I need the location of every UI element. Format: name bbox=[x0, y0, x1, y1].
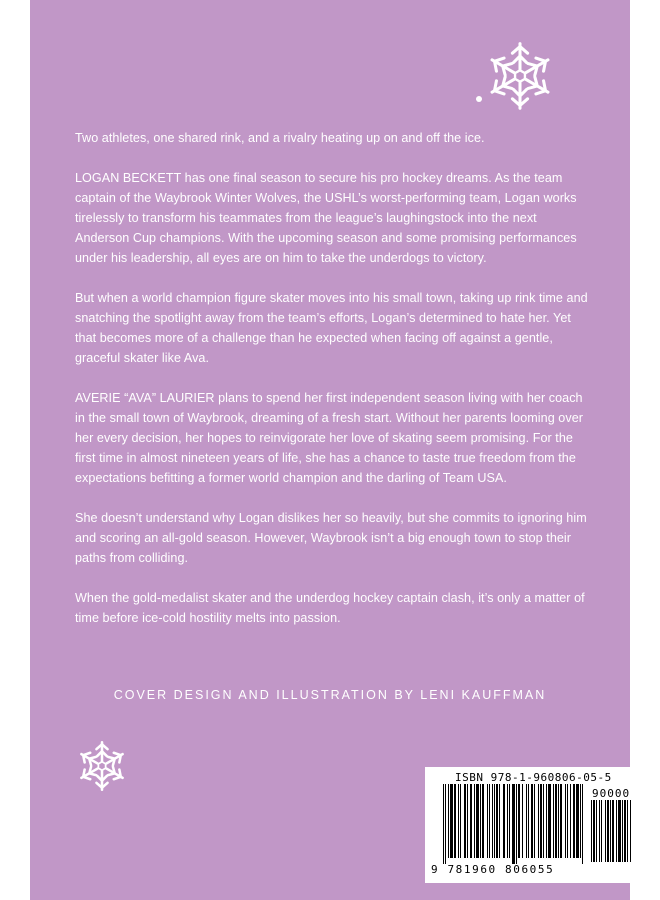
isbn-number: ISBN 978-1-960806-05-5 bbox=[455, 771, 612, 784]
conflict-paragraph: But when a world champion figure skater moves into his small town, taking up rink time and snatching the spotlight away from the team’s efforts, Logan’s determined to hate her. Yet that becomes more of a challenge than he expected when facing off against a gentle, graceful skater like Ava. bbox=[75, 291, 588, 365]
logan-paragraph: LOGAN BECKETT has one final season to secure his pro hockey dreams. As the team captain of the Waybrook Winter Wolves, the USHL’s worst-performing team, Logan works tirelessly to transform his teammates from the league’s laughingstock into the next Anderson Cup champions. With the upcoming season and some promising performances under his leadership, all eyes are on him to take the underdogs to victory. bbox=[75, 171, 577, 265]
ending-paragraph: When the gold-medalist skater and the underdog hockey captain clash, it’s only a matter of time before ice-cold hostility melts into passion. bbox=[75, 591, 585, 625]
cover-credit: COVER DESIGN AND ILLUSTRATION BY LENI KAUFFMAN bbox=[113, 688, 547, 702]
price-code: 90000 bbox=[592, 787, 631, 800]
tagline: Two athletes, one shared rink, and a rivalry heating up on and off the ice. bbox=[75, 131, 485, 145]
barcode-bars bbox=[443, 784, 583, 864]
ava-view-paragraph: She doesn’t understand why Logan dislikes her so heavily, but she commits to ignoring him and scoring an all-gold season. However, Waybrook isn’t a big enough town to stop their paths from colliding. bbox=[75, 511, 587, 565]
averie-paragraph: AVERIE “AVA” LAURIER plans to spend her first independent season living with her coach in the small town of Waybrook, dreaming of a fresh start. Without her parents looming over her every decision, her hopes to reinvigorate her love of skating seem promising. For the first time in almost nineteen years of life, she has a chance to taste true freedom from the expectations befitting a former world champion and the darling of Team USA. bbox=[75, 391, 584, 485]
ean-digits: 9 781960 806055 bbox=[431, 863, 555, 876]
addon-barcode-bars bbox=[591, 800, 641, 862]
back-cover bbox=[30, 0, 630, 900]
snowflake-icon bbox=[482, 38, 558, 114]
isbn-barcode bbox=[425, 767, 650, 883]
snowflake-icon bbox=[74, 738, 130, 794]
synopsis bbox=[75, 128, 590, 648]
snow-dot bbox=[476, 96, 482, 102]
